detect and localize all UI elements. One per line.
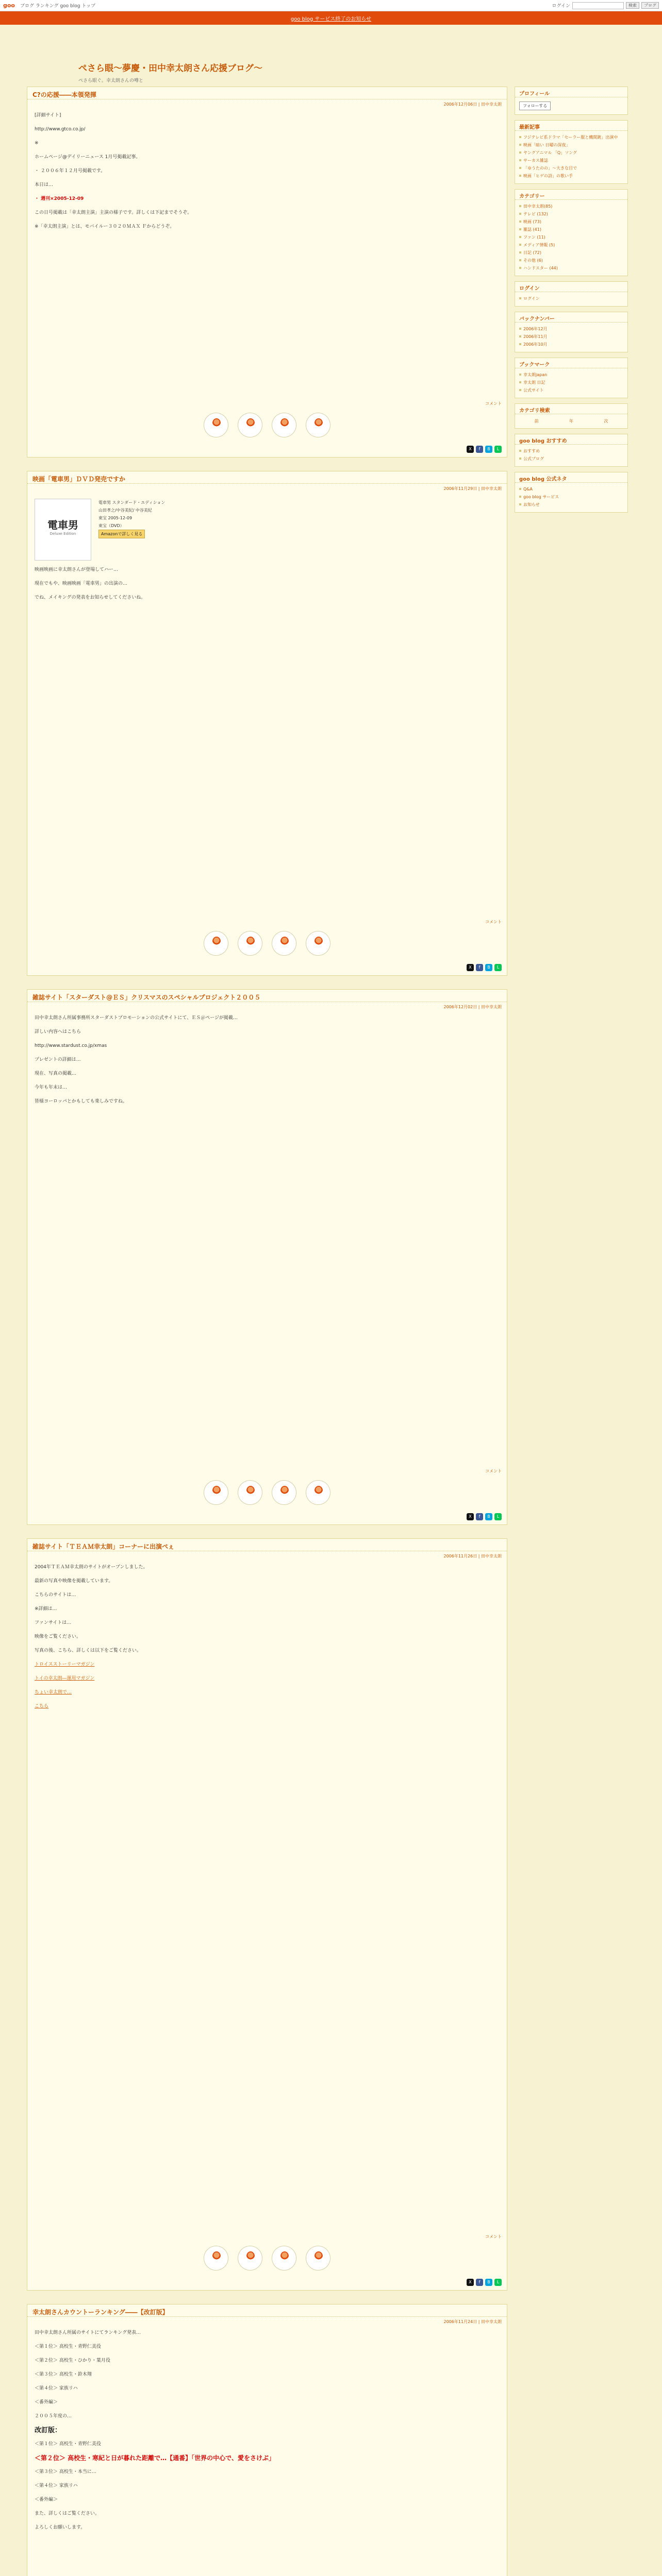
reaction-surprise-button[interactable] bbox=[272, 1480, 296, 1505]
calendar-nav-link[interactable]: 次 bbox=[604, 419, 608, 423]
share-buttons bbox=[27, 964, 507, 975]
sidebar-list bbox=[515, 292, 627, 306]
entry-paragraph: http://www.gtco.co.jp/ bbox=[35, 127, 86, 132]
sidebar-widget bbox=[515, 312, 628, 352]
entry-paragraph: 映画映画に幸太朗さんが登場してハー… bbox=[35, 567, 119, 572]
entry-paragraph: 現在、写真の掲載… bbox=[35, 1071, 77, 1076]
reaction-buttons bbox=[27, 925, 507, 964]
entry-title[interactable]: C?の応援――本領発揮 bbox=[27, 87, 507, 99]
entry-paragraph: 皆様ヨーロッパとかもしても楽しみですね。 bbox=[35, 1099, 127, 1104]
reaction-sad-button[interactable] bbox=[306, 931, 330, 956]
sidebar-link[interactable]: goo blog サービス bbox=[519, 494, 623, 500]
comment-link[interactable]: コメント bbox=[485, 920, 502, 924]
entry-article bbox=[27, 2304, 507, 2576]
search-button[interactable]: 検索 bbox=[626, 2, 639, 9]
follow-button[interactable]: フォローする bbox=[519, 101, 551, 110]
sidebar-widget-title: バックナンバー bbox=[515, 312, 627, 323]
entry-article bbox=[27, 471, 507, 976]
sidebar-link[interactable]: お知らせ bbox=[519, 501, 623, 508]
comment-link[interactable]: コメント bbox=[485, 2234, 502, 2239]
entry-date: 2006年11月24日 | 田中幸太朗 bbox=[443, 2319, 502, 2324]
line-share-icon[interactable]: L bbox=[494, 1513, 502, 1520]
entry-title[interactable]: 雑誌サイト「スターダスト@ＥＳ」クリスマスのスペシャルプロジェクト２００５ bbox=[27, 990, 507, 1002]
entry-paragraph: こちらのサイトは… bbox=[35, 1592, 76, 1598]
entry-paragraph: 2004年ＴＥＡＭ幸太朗のサイトがオープンしました。 bbox=[35, 1565, 148, 1570]
sidebar-widget-title: 最新記事 bbox=[515, 121, 627, 131]
sidebar-list bbox=[515, 483, 627, 512]
entry-body bbox=[27, 1559, 507, 1720]
sidebar-widget-title: ログイン bbox=[515, 282, 627, 292]
entry-article bbox=[27, 989, 507, 1525]
reaction-laugh-button[interactable] bbox=[238, 931, 262, 956]
sidebar-list bbox=[515, 131, 627, 183]
entry-paragraph: プレゼントの詳細は… bbox=[35, 1057, 81, 1062]
blog-title[interactable]: ぺさら眼〜夢慶・田中幸太朗さん応援ブログ〜 bbox=[78, 63, 262, 74]
revised-line: また、詳しくはご覧ください。 bbox=[35, 2511, 100, 2516]
entry-link[interactable]: トロイスストーリーマガジン bbox=[35, 1662, 95, 1667]
entry-title[interactable]: 幸太朗さんカウントーランキング――【改訂版】 bbox=[27, 2304, 507, 2317]
entry-body bbox=[27, 1010, 507, 1115]
blog-header bbox=[27, 25, 635, 87]
share-buttons bbox=[27, 446, 507, 457]
reaction-surprise-button[interactable] bbox=[272, 2246, 296, 2270]
line-share-icon[interactable]: L bbox=[494, 2279, 502, 2286]
product-info bbox=[98, 499, 165, 561]
entry-title[interactable]: 映画「電車男」ＤＶＤ発売ですか bbox=[27, 471, 507, 484]
sidebar-link[interactable]: 2006年11月 bbox=[519, 333, 623, 340]
entry-title[interactable]: 雑誌サイト「ＴＥＡＭ幸太朗」コーナーに出演ぺぇ bbox=[27, 1539, 507, 1551]
sidebar-link[interactable]: 「ゆうたのの」〜大きな目で bbox=[519, 165, 623, 172]
sidebar-link[interactable]: ログイン bbox=[519, 295, 623, 302]
line-share-icon[interactable]: L bbox=[494, 446, 502, 453]
entry-paragraph: http://www.stardust.co.jp/xmas bbox=[35, 1043, 107, 1048]
sidebar-widget bbox=[515, 434, 628, 467]
product-image-subtitle: Deluxe Edition bbox=[49, 532, 76, 536]
x-share-icon[interactable]: X bbox=[467, 1513, 474, 1520]
entry-paragraph: 映像をご覧ください。 bbox=[35, 1634, 81, 1639]
sidebar-widget bbox=[515, 472, 628, 513]
sidebar-list bbox=[515, 200, 627, 276]
entry-date: 2006年11月26日 | 田中幸太朗 bbox=[443, 1554, 502, 1558]
blog-button[interactable]: ブログ bbox=[641, 2, 659, 9]
product-info-line: 東宝（DVD） bbox=[98, 523, 124, 528]
top-navigation-bar bbox=[0, 0, 662, 11]
sidebar-widget bbox=[515, 87, 628, 115]
sidebar-link[interactable]: メディア情報 (5) bbox=[519, 242, 623, 248]
entry-paragraph: 最新の写真や映像を掲載しています。 bbox=[35, 1579, 113, 1584]
amazon-link[interactable]: Amazonで詳しく見る bbox=[98, 530, 145, 538]
reaction-like-button[interactable] bbox=[204, 2246, 228, 2270]
goo-logo[interactable]: goo bbox=[3, 2, 15, 9]
share-buttons bbox=[27, 2279, 507, 2290]
entry-link[interactable]: トイの幸太朗―運用マガジン bbox=[35, 1676, 95, 1681]
sidebar-widget-title: ブックマーク bbox=[515, 358, 627, 368]
entry-paragraph: 詳しい内容へはこちら bbox=[35, 1029, 81, 1035]
entry-paragraph: ＜第３位＞ 高校生・鈴木翔 bbox=[35, 2372, 92, 2377]
reaction-surprise-button[interactable] bbox=[272, 413, 296, 437]
sidebar-widget bbox=[515, 120, 628, 184]
sidebar-link[interactable]: フジテレビ系ドラマ「セーラー服と機関銃」出演中 bbox=[519, 134, 623, 141]
entry-paragraph: ※詳細は… bbox=[35, 1606, 57, 1612]
sidebar-link[interactable]: サーカス雑誌 bbox=[519, 157, 623, 164]
sidebar-link[interactable]: 日記 (72) bbox=[519, 249, 623, 256]
blog-description: ぺさら眼ぐ。幸太朗さんの噂と bbox=[78, 78, 143, 83]
reaction-like-button[interactable] bbox=[204, 1480, 228, 1505]
sidebar-widget-title: goo blog おすすめ bbox=[515, 434, 627, 445]
entry-paragraph: ホームページ@デイリーニュース 1月号掲載記事。 bbox=[35, 155, 141, 160]
entry-highlight: ・ 週刊×2005-12-09 bbox=[35, 196, 84, 201]
entry-body bbox=[27, 2325, 507, 2541]
reaction-sad-button[interactable] bbox=[306, 2246, 330, 2270]
entry-paragraph: 本日は… bbox=[35, 182, 54, 188]
sidebar bbox=[515, 87, 628, 2576]
sidebar-link[interactable]: 幸太朗 日記 bbox=[519, 379, 623, 386]
reaction-buttons bbox=[27, 2240, 507, 2279]
sidebar-link[interactable]: ファン (11) bbox=[519, 234, 623, 241]
product-image-title: 電車男 bbox=[47, 519, 78, 531]
revised-line: ＜第２位＞ 高校生・寒紀と日が暮れた距離で…【通番】「世界の中心で、愛をさけぶ」 bbox=[35, 2454, 275, 2462]
sidebar-link[interactable]: 映画「暗い 日曜の深夜」 bbox=[519, 142, 623, 148]
sidebar-widget bbox=[515, 403, 628, 429]
sidebar-widget bbox=[515, 358, 628, 398]
sidebar-link[interactable]: 2006年12月 bbox=[519, 326, 623, 332]
product-info-line: 東宝 2005-12-09 bbox=[98, 516, 133, 520]
service-end-banner bbox=[0, 11, 662, 25]
service-end-link[interactable]: goo blog サービス終了のお知らせ bbox=[290, 16, 372, 22]
entry-paragraph: [詳細サイト] bbox=[35, 113, 61, 118]
entry-date: 2006年12月02日 | 田中幸太朗 bbox=[443, 1005, 502, 1009]
sidebar-list bbox=[515, 323, 627, 352]
sidebar-widget bbox=[515, 189, 628, 276]
entry-paragraph: 写真の後、こちら、詳しくは以下をご覧ください。 bbox=[35, 1648, 142, 1653]
comment-link[interactable]: コメント bbox=[485, 1469, 502, 1473]
reaction-like-button[interactable] bbox=[204, 413, 228, 437]
hatena-share-icon[interactable]: B bbox=[485, 964, 492, 971]
sidebar-link[interactable]: 公式ブログ bbox=[519, 455, 623, 462]
revised-line: ＜第３位＞ 高校生・本当に… bbox=[35, 2469, 96, 2475]
x-share-icon[interactable]: X bbox=[467, 964, 474, 971]
entry-body bbox=[27, 492, 507, 612]
reaction-buttons bbox=[27, 406, 507, 446]
entry-paragraph: この日号掲載は「幸太朗主演」主演の様子です。詳しくは下記までそうぞ。 bbox=[35, 210, 192, 215]
calendar-nav-link[interactable]: 年 bbox=[569, 419, 573, 423]
top-tools bbox=[552, 2, 659, 9]
sidebar-list bbox=[515, 368, 627, 398]
calendar-nav bbox=[515, 414, 627, 428]
product-box bbox=[35, 499, 500, 561]
entry-article bbox=[27, 1538, 507, 2291]
search-input[interactable] bbox=[572, 2, 624, 9]
product-info-line: 山田孝之/中谷美紀/ 中谷美紀 bbox=[98, 508, 152, 513]
sidebar-widget-title: goo blog 公式ネタ bbox=[515, 472, 627, 483]
facebook-share-icon[interactable]: f bbox=[476, 1513, 483, 1520]
reaction-sad-button[interactable] bbox=[306, 1480, 330, 1505]
sidebar-link[interactable]: 公式サイト bbox=[519, 387, 623, 394]
entry-article bbox=[27, 87, 507, 457]
x-share-icon[interactable]: X bbox=[467, 446, 474, 453]
revised-line: よろしくお願いします。 bbox=[35, 2525, 86, 2530]
sidebar-widget-title: カテゴリー bbox=[515, 190, 627, 200]
entry-paragraph: でね、メイキングの発表をお知らせしてくださいね。 bbox=[35, 595, 146, 600]
sidebar-link[interactable]: 映画「ヒゲの詩」の歌い手 bbox=[519, 173, 623, 179]
entry-paragraph: ２００５年度の… bbox=[35, 2414, 72, 2419]
sidebar-link[interactable]: 幸太朗japan bbox=[519, 371, 623, 378]
reaction-surprise-button[interactable] bbox=[272, 931, 296, 956]
facebook-share-icon[interactable]: f bbox=[476, 964, 483, 971]
facebook-share-icon[interactable]: f bbox=[476, 446, 483, 453]
reaction-like-button[interactable] bbox=[204, 931, 228, 956]
sidebar-widget-title: プロフィール bbox=[515, 87, 627, 97]
entry-paragraph: ＜第４位＞ 家族リハ bbox=[35, 2386, 78, 2391]
login-link[interactable]: ログイン bbox=[552, 4, 570, 9]
hatena-share-icon[interactable]: B bbox=[485, 1513, 492, 1520]
sidebar-link[interactable]: ハンドスター (44) bbox=[519, 265, 623, 272]
hatena-share-icon[interactable]: B bbox=[485, 2279, 492, 2286]
entry-paragraph: ＜第１位＞ 高校生・青野仁美役 bbox=[35, 2344, 101, 2349]
revised-line: ＜第１位＞ 高校生・青野仁美役 bbox=[35, 2442, 101, 2447]
reaction-laugh-button[interactable] bbox=[238, 413, 262, 437]
calendar-nav-link[interactable]: 前 bbox=[534, 419, 539, 423]
entry-paragraph: 今年も年末は… bbox=[35, 1085, 68, 1090]
revised-heading: 改訂版： bbox=[35, 2427, 62, 2434]
line-share-icon[interactable]: L bbox=[494, 964, 502, 971]
x-share-icon[interactable]: X bbox=[467, 2279, 474, 2286]
product-image[interactable] bbox=[35, 499, 91, 561]
entry-link[interactable]: ちょい幸太朗で… bbox=[35, 1690, 72, 1695]
sidebar-list bbox=[515, 445, 627, 466]
entry-paragraph: ＜第２位＞ 高校生・ひかり・葉月役 bbox=[35, 2358, 110, 2363]
entry-paragraph: ＜番外編＞ bbox=[35, 2400, 58, 2405]
entry-paragraph: 田中幸太朗さん所属事務所スターダストプロモーションの公式サイトにて、ＥＳ＠ページが掲載… bbox=[35, 1015, 238, 1021]
sidebar-link[interactable]: 雑誌 (41) bbox=[519, 226, 623, 233]
sidebar-widget-title: カテゴリ検索 bbox=[515, 404, 627, 414]
entry-date: 2006年11月29日 | 田中幸太朗 bbox=[443, 486, 502, 491]
reaction-buttons bbox=[27, 1474, 507, 1513]
entry-date: 2006年12月06日 | 田中幸太朗 bbox=[443, 102, 502, 107]
sidebar-link[interactable]: テレビ (132) bbox=[519, 211, 623, 217]
entry-paragraph: ・ ２００６年１２月号掲載です。 bbox=[35, 168, 106, 174]
sidebar-link[interactable]: 映画 (73) bbox=[519, 218, 623, 225]
sidebar-link[interactable]: 田中幸太朗(85) bbox=[519, 203, 623, 210]
entry-paragraph: 現在でもや、映画映画「電車男」の出演の… bbox=[35, 581, 127, 586]
sidebar-link[interactable]: その他 (6) bbox=[519, 257, 623, 264]
share-buttons bbox=[27, 1513, 507, 1524]
facebook-share-icon[interactable]: f bbox=[476, 2279, 483, 2286]
reaction-laugh-button[interactable] bbox=[238, 2246, 262, 2270]
revised-line: ＜番外編＞ bbox=[35, 2497, 58, 2502]
sidebar-link[interactable]: おすすめ bbox=[519, 448, 623, 454]
entry-paragraph: ファンサイトは… bbox=[35, 1620, 72, 1625]
reaction-sad-button[interactable] bbox=[306, 413, 330, 437]
product-info-line[interactable]: 電車男 スタンダード・エディション bbox=[98, 500, 166, 505]
entry-list bbox=[27, 87, 507, 2576]
top-nav-links[interactable]: ブログ ランキング goo blog トップ bbox=[20, 4, 96, 9]
entry-paragraph: 田中幸太朗さん所属のサイトにてランキング発表… bbox=[35, 2330, 141, 2335]
entry-paragraph: ※ bbox=[35, 141, 39, 146]
entry-paragraph: ※「幸太朗主演」とは、モバイルー３０２０ＭＡＸ Ｆからどうぞ。 bbox=[35, 224, 175, 229]
sidebar-widget bbox=[515, 281, 628, 307]
revised-line: ＜第４位＞ 家族リハ bbox=[35, 2483, 78, 2488]
comment-link[interactable]: コメント bbox=[485, 401, 502, 406]
sidebar-link[interactable]: 2006年10月 bbox=[519, 341, 623, 348]
hatena-share-icon[interactable]: B bbox=[485, 446, 492, 453]
sidebar-link[interactable]: Q&A bbox=[519, 486, 623, 493]
entry-body bbox=[27, 107, 507, 241]
sidebar-link[interactable]: ヤングアニマル 「Q」ソング bbox=[519, 149, 623, 156]
entry-link[interactable]: こちら bbox=[35, 1704, 49, 1709]
reaction-laugh-button[interactable] bbox=[238, 1480, 262, 1505]
